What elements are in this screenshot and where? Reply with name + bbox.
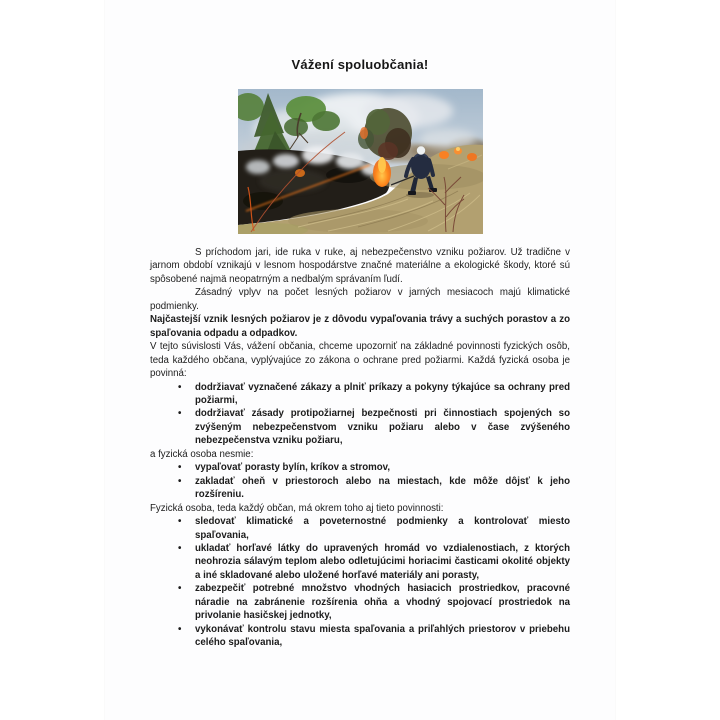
list-item-additional-2: • ukladať horľavé látky do upravených hromád vo vzdialenostiach, z ktorých neohrozia sálavým teplom alebo odletujúcimi horiacimi časticami okolité objekty a iné skladované alebo uložené horľavé materiály ani porasty, [150, 542, 570, 582]
page-title: Vážení spoluobčania! [291, 57, 429, 72]
list-item-additional-3: • zabezpečiť potrebné množstvo vhodných hasiacich prostriedkov, pracovné náradie na zabránenie rozšírenia ohňa a vhodný spojovací prostriedok na privolanie hasičskej jednotky, [150, 582, 570, 622]
list-item-forbidden-2: • zakladať oheň v priestoroch alebo na miestach, kde môže dôjsť k jeho rozšíreniu. [150, 475, 570, 502]
list-item-obligation-2: • dodržiavať zásady protipožiarnej bezpečnosti pri činnostiach spojených so zvýšeným nebezpečenstvom vzniku požiaru alebo v čase zvýšeného nebezpečenstva vzniku požiaru, [150, 407, 570, 447]
paragraph-additional-intro: Fyzická osoba, teda každý občan, má okrem toho aj tieto povinnosti: [150, 502, 444, 514]
list-item-additional-1: • sledovať klimatické a poveternostné podmienky a kontrolovať miesto spaľovania, [150, 515, 570, 542]
list-item-obligation-1: • dodržiavať vyznačené zákazy a plniť príkazy a pokyny týkajúce sa ochrany pred požiarmi, [150, 381, 570, 408]
fire-photo [238, 89, 483, 234]
paragraph-duties-intro: V tejto súvislosti Vás, vážení občania, chceme upozorniť na základné povinnosti fyzických osôb, teda každého občana, vyplývajúce zo zákona o ochrane pred požiarmi. Každá fyzická osoba je povinná: [150, 341, 570, 380]
paragraph-intro-1: S príchodom jari, ide ruka v ruke, aj nebezpečenstvo vzniku požiarov. Už tradične v jarnom období vznikajú v lesnom hospodárstve značné materiálne a ekologické škody, ktoré sú spôsobené najmä neopatrným a nedbalým správaním ľudí. [150, 247, 570, 285]
paragraph-intro-2: Zásadný vplyv na počet lesných požiarov v jarných mesiacoch majú klimatické podmienky. [150, 287, 570, 312]
fire-photo-illustration [238, 89, 483, 234]
list-forbidden [150, 461, 570, 501]
list-item-additional-4: • vykonávať kontrolu stavu miesta spaľovania a priľahlých priestorov v priebehu celého spaľovania, [150, 623, 570, 650]
paragraph-main-cause: Najčastejší vznik lesných požiarov je z dôvodu vypaľovania trávy a suchých porastov a zo spaľovania odpadu a odpadkov. [150, 314, 570, 339]
document-body [150, 246, 570, 650]
list-obligations [150, 381, 570, 448]
list-item-forbidden-1: • vypaľovať porasty bylín, kríkov a stromov, [150, 461, 570, 474]
paragraph-forbidden-intro: a fyzická osoba nesmie: [150, 448, 254, 460]
helmet [416, 146, 424, 154]
document-page [105, 0, 615, 720]
list-additional [150, 515, 570, 650]
